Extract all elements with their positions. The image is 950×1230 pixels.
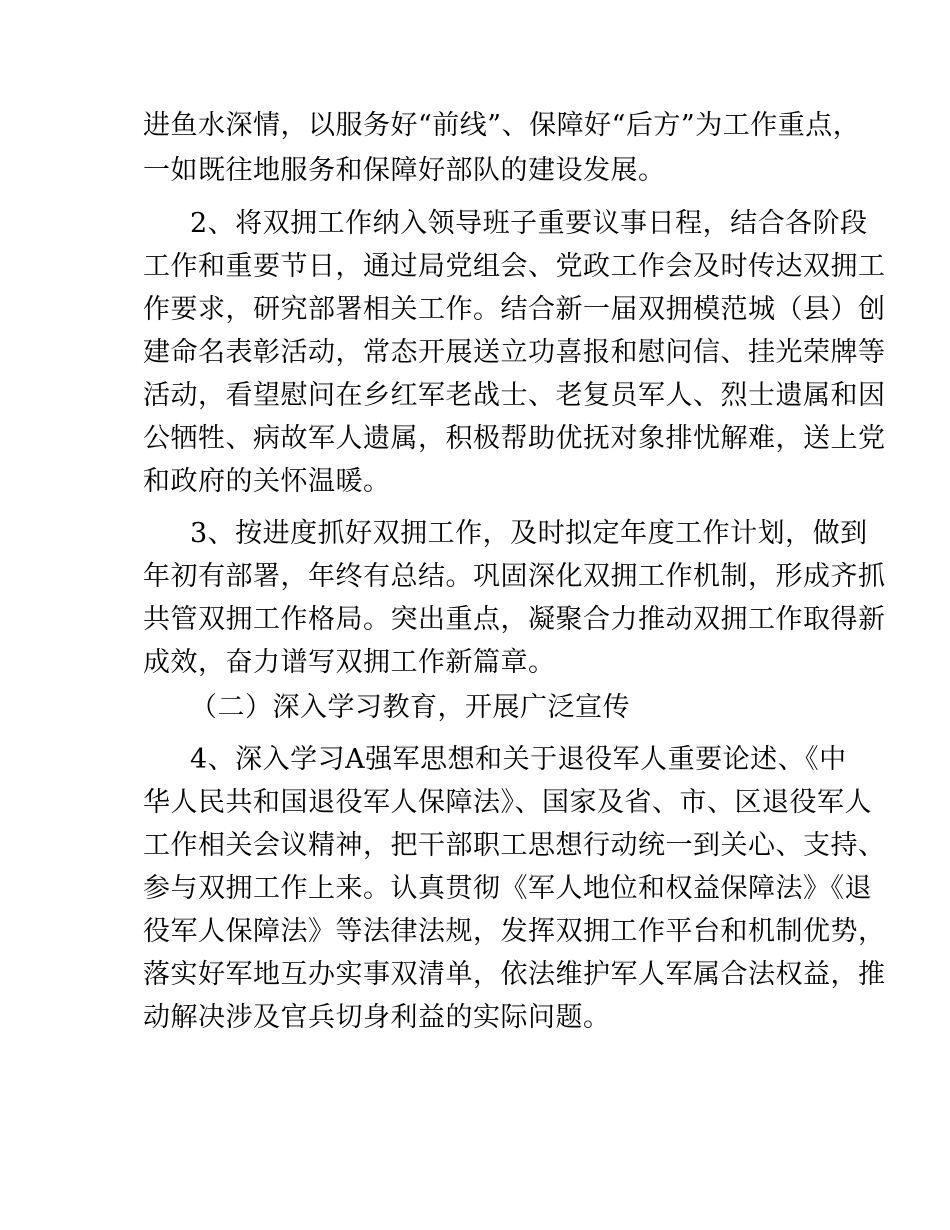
paragraph-1-line-2: 一如既往地服务和保障好部队的建设发展。 xyxy=(143,155,666,186)
paragraph-4-line-3: 工作相关会议精神，把干部职工思想行动统一到关心、支持、 xyxy=(143,830,886,861)
paragraph-4-line-6: 落实好军地互办实事双清单，依法维护军人军属合法权益，推 xyxy=(143,959,886,990)
paragraph-4-line-4: 参与双拥工作上来。认真贯彻《军人地位和权益保障法》《退 xyxy=(143,873,872,904)
paragraph-4-line-5: 役军人保障法》等法律法规，发挥双拥工作平台和机制优势， xyxy=(143,916,886,947)
paragraph-3-line-3: 共管双拥工作格局。突出重点，凝聚合力推动双拥工作取得新 xyxy=(143,604,886,635)
paragraph-3-line-2: 年初有部署，年终有总结。巩固深化双拥工作机制，形成齐抓 xyxy=(143,561,886,592)
section-heading: （二）深入学习教育，开展广泛宣传 xyxy=(190,692,630,723)
paragraph-3-line-1: 3、按进度抓好双拥工作，及时拟定年度工作计划，做到 xyxy=(190,518,868,549)
paragraph-2-line-6: 公牺牲、病故军人遗属，积极帮助优抚对象排忧解难，送上党 xyxy=(143,423,886,454)
paragraph-2-line-7: 和政府的关怀温暖。 xyxy=(143,466,391,497)
paragraph-2-line-5: 活动，看望慰问在乡红军老战士、老复员军人、烈士遗属和因 xyxy=(143,380,886,411)
paragraph-2-line-4: 建命名表彰活动，常态开展送立功喜报和慰问信、挂光荣牌等 xyxy=(143,337,886,368)
paragraph-2-line-1: 2、将双拥工作纳入领导班子重要议事日程，结合各阶段 xyxy=(190,208,868,239)
paragraph-4-line-1: 4、深入学习A强军思想和关于退役军人重要论述、《中 xyxy=(190,744,847,775)
paragraph-3-line-4: 成效，奋力谱写双拥工作新篇章。 xyxy=(143,647,556,678)
paragraph-1-line-1: 进鱼水深情，以服务好“前线”、保障好“后方”为工作重点， xyxy=(143,110,861,141)
paragraph-4-line-7: 动解决涉及官兵切身利益的实际问题。 xyxy=(143,1002,611,1033)
paragraph-2-line-2: 工作和重要节日，通过局党组会、党政工作会及时传达双拥工 xyxy=(143,251,886,282)
paragraph-2-line-3: 作要求，研究部署相关工作。结合新一届双拥模范城（县）创 xyxy=(143,294,886,325)
paragraph-4-line-2: 华人民共和国退役军人保障法》、国家及省、市、区退役军人 xyxy=(143,787,872,818)
